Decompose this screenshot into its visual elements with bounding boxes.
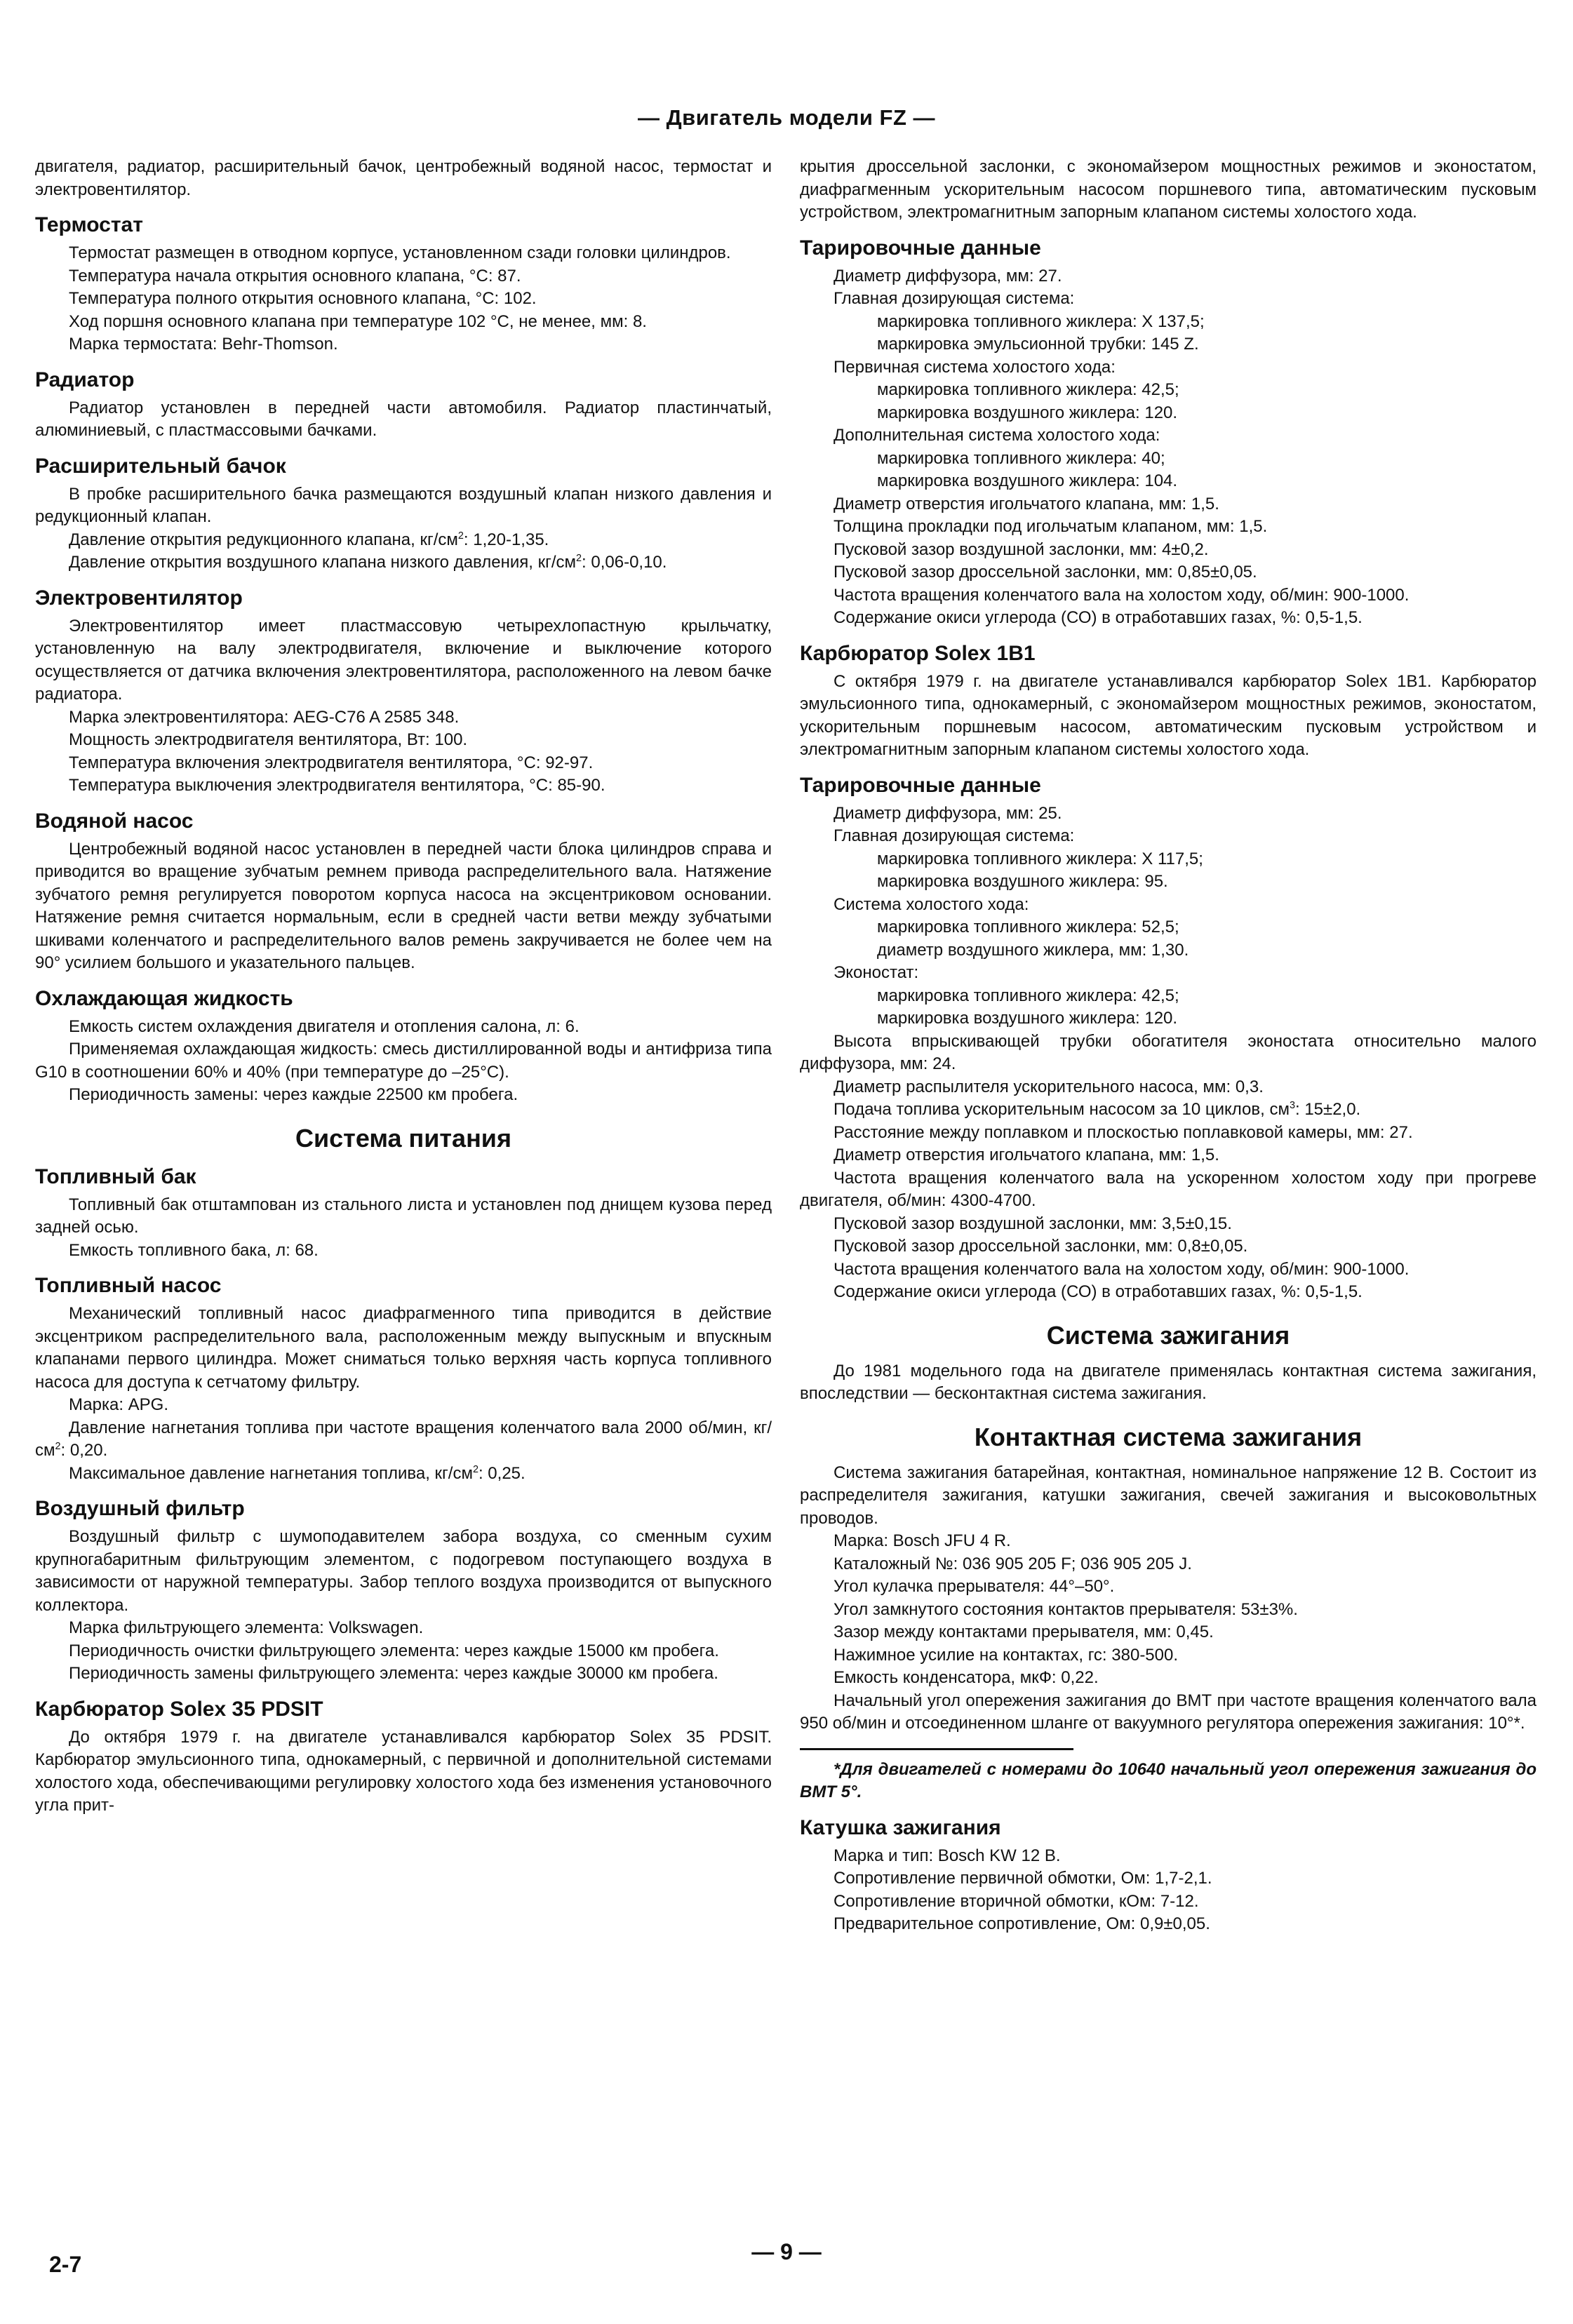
spec-line: Сопротивление первичной обмотки, Ом: 1,7-2,1. <box>834 1869 1212 1888</box>
paragraph: До октября 1979 г. на двигателе устанавливался карбюратор Solex 35 PDSIT. Карбюратор эмульсионного типа, однокамерный, с первичной и дополнительной системами холостого хода, обеспечивающими регулировку холостого хода без изменения установочного угла прит- <box>35 1727 772 1815</box>
section-heading-calibration-data: Тарировочные данные <box>800 236 1041 260</box>
spec-line: Содержание окиси углерода (СО) в отработавших газах, %: 0,5-1,5. <box>834 1282 1363 1301</box>
spec-line: Предварительное сопротивление, Ом: 0,9±0,05. <box>834 1914 1210 1933</box>
spec-line: Нажимное усилие на контактах, гс: 380-500. <box>834 1645 1179 1665</box>
spec-line: маркировка воздушного жиклера: 120. <box>877 403 1178 422</box>
section-heading-carburetor-35pdsit: Карбюратор Solex 35 PDSIT <box>35 1697 323 1721</box>
footnote-divider <box>800 1748 1073 1750</box>
paragraph: Система зажигания батарейная, контактная, номинальное напряжение 12 В. Состоит из распределителя зажигания, катушки зажигания, свечей зажигания и высоковольтных проводов. <box>800 1463 1537 1528</box>
paragraph: Топливный бак отштампован из стального листа и установлен под днищем кузова перед задней осью. <box>35 1195 772 1237</box>
spec-line: Марка: Bosch JFU 4 R. <box>834 1531 1011 1550</box>
spec-line: Давление нагнетания топлива при частоте вращения коленчатого вала 2000 об/мин, $кг/см^2$: 0,20. <box>35 1418 772 1460</box>
spec-line: Емкость топливного бака, л: 68. <box>69 1240 319 1260</box>
spec-line: Марка фильтрующего элемента: Volkswagen. <box>69 1618 424 1637</box>
section-heading-carburetor-1b1: Карбюратор Solex 1B1 <box>800 641 1036 665</box>
paragraph: Электровентилятор имеет пластмассовую четырехлопастную крыльчатку, установленную на валу электродвигателя, включение и выключение которого осуществляется от датчика включения электровентилятора, расположенного на левом бачке радиатора. <box>35 616 772 704</box>
footnote: *Для двигателей с номерами до 10640 начальный угол опережения зажигания до ВМТ 5°. <box>800 1759 1537 1801</box>
paragraph: С октября 1979 г. на двигателе устанавливался карбюратор Solex 1B1. Карбюратор эмульсионного типа, однокамерный, с экономайзером мощностных режимов, эконостатом, ускорительным поршневым насосом, автоматическим пусковым устройством и электромагнитным запорным клапаном системы холостого хода. <box>800 671 1537 759</box>
spec-line: Главная дозирующая система: <box>834 826 1075 845</box>
spec-line: Зазор между контактами прерывателя, мм: 0,45. <box>834 1623 1214 1641</box>
spec-line: маркировка воздушного жиклера: 95. <box>877 872 1168 891</box>
right-column <box>800 156 1537 1936</box>
spec-line: маркировка эмульсионной трубки: 145 Z. <box>877 335 1199 354</box>
spec-line: Температура включения электродвигателя вентилятора, °С: 92-97. <box>69 753 594 772</box>
chapter-heading-contact-ignition: Контактная система зажигания <box>974 1422 1363 1451</box>
spec-line: маркировка воздушного жиклера: 120. <box>877 1009 1178 1028</box>
spec-line: Давление открытия воздушного клапана низкого давления, $кг/см^2$: 0,06-0,10. <box>69 553 667 572</box>
spec-line: Угол замкнутого состояния контактов прерывателя: 53±3%. <box>834 1599 1298 1619</box>
spec-line: Марка: APG. <box>69 1395 169 1414</box>
spec-line: Расстояние между поплавком и плоскостью поплавковой камеры, мм: 27. <box>834 1122 1413 1142</box>
spec-line: Дополнительная система холостого хода: <box>834 426 1160 445</box>
section-heading-fuel-tank: Топливный бак <box>35 1164 196 1188</box>
section-heading-thermostat: Термостат <box>35 213 143 236</box>
chapter-heading-fuel-system: Система питания <box>295 1123 511 1153</box>
spec-line: Давление открытия редукционного клапана, $кг/см^2$: 1,20-1,35. <box>69 530 549 549</box>
spec-line: Температура полного открытия основного клапана, °С: 102. <box>69 289 537 308</box>
intro-paragraph: двигателя, радиатор, расширительный бачок, центробежный водяной насос, термостат и электровентилятор. <box>35 157 772 199</box>
spec-line: маркировка топливного жиклера: 52,5; <box>877 918 1179 936</box>
spec-line: Пусковой зазор дроссельной заслонки, мм: 0,8±0,05. <box>834 1237 1248 1256</box>
spec-line: маркировка топливного жиклера: X 117,5; <box>877 849 1203 868</box>
spec-line: Ход поршня основного клапана при температуре 102 °С, не менее, мм: 8. <box>69 311 647 331</box>
section-heading-water-pump: Водяной насос <box>35 809 194 833</box>
spec-line: Первичная система холостого хода: <box>834 357 1116 377</box>
section-heading-radiator: Радиатор <box>35 368 135 391</box>
spec-line: маркировка топливного жиклера: 42,5; <box>877 986 1179 1005</box>
section-heading-coolant: Охлаждающая жидкость <box>35 986 293 1010</box>
section-heading-electric-fan: Электровентилятор <box>35 586 243 610</box>
spec-line: Толщина прокладки под игольчатым клапаном, мм: 1,5. <box>834 517 1268 536</box>
paragraph: Применяемая охлаждающая жидкость: смесь дистиллированной воды и антифриза типа G10 в соотношении 60% и 40% (при температуре до –25°С). <box>35 1040 772 1082</box>
spec-line: Периодичность замены: через каждые 22500 км пробега. <box>69 1085 518 1104</box>
spec-line: Мощность электродвигателя вентилятора, Вт: 100. <box>69 730 468 749</box>
spec-line: маркировка топливного жиклера: X 137,5; <box>877 311 1205 331</box>
spec-line: маркировка топливного жиклера: 40; <box>877 448 1165 468</box>
spec-line: Температура выключения электродвигателя вентилятора, °С: 85-90. <box>69 776 605 795</box>
spec-line: Марка и тип: Bosch KW 12 B. <box>834 1846 1061 1865</box>
paragraph: Воздушный фильтр с шумоподавителем забора воздуха, со сменным сухим крупногабаритным фильтрующим элементом, с подогревом поступающего воздуха в зависимости от наружной температуры. Забор теплого воздуха производится от выпускного коллектора. <box>35 1527 772 1615</box>
intro-paragraph: крытия дроссельной заслонки, с экономайзером мощностных режимов и эконостатом, диафрагменным ускорительным насосом поршневого типа, автоматическим пусковым устройством, электромагнитным запорным клапаном системы холостого хода. <box>800 157 1537 222</box>
spec-line: маркировка воздушного жиклера: 104. <box>877 471 1178 490</box>
spec-line: Диаметр диффузора, мм: 25. <box>834 803 1062 823</box>
spec-line: Высота впрыскивающей трубки обогатителя эконостата относительно малого диффузора, мм: 24. <box>800 1031 1537 1073</box>
spec-line: Начальный угол опережения зажигания до ВМТ при частоте вращения коленчатого вала 950 об/мин и отсоединенном шланге от вакуумного регулятора опережения зажигания: 10°*. <box>800 1691 1537 1733</box>
spec-line: Пусковой зазор воздушной заслонки, мм: 4±0,2. <box>834 539 1209 559</box>
chapter-heading-ignition-system: Система зажигания <box>1046 1320 1290 1350</box>
spec-line: Периодичность замены фильтрующего элемента: через каждые 30000 км пробега. <box>69 1664 718 1683</box>
spec-line: Емкость систем охлаждения двигателя и отопления салона, л: 6. <box>69 1016 580 1036</box>
spec-line: Частота вращения коленчатого вала на ускоренном холостом ходу при прогреве двигателя, об/мин: 4300-4700. <box>800 1168 1537 1210</box>
page-header: — Двигатель модели FZ — <box>637 105 936 130</box>
page-number: — 9 — <box>751 2239 822 2264</box>
spec-line: Температура начала открытия основного клапана, °С: 87. <box>69 266 521 286</box>
section-heading-calibration-data: Тарировочные данные <box>800 773 1041 797</box>
paragraph: Механический топливный насос диафрагменного типа приводится в действие эксцентриком распределительного вала, расположенным между выпускным и впускным клапанами первого цилиндра. Может сниматься только верхняя часть корпуса топливного насоса для доступа к сетчатому фильтру. <box>35 1304 772 1392</box>
spec-line: Периодичность очистки фильтрующего элемента: через каждые 15000 км пробега. <box>69 1641 719 1660</box>
spec-line: Содержание окиси углерода (СО) в отработавших газах, %: 0,5-1,5. <box>834 608 1363 627</box>
paragraph: В пробке расширительного бачка размещаются воздушный клапан низкого давления и редукционный клапан. <box>35 484 772 526</box>
paragraph: Термостат размещен в отводном корпусе, установленном сзади головки цилиндров. <box>69 243 731 262</box>
paragraph: Центробежный водяной насос установлен в передней части блока цилиндров справа и приводится во вращение зубчатым ремнем привода распределительного вала. Натяжение зубчатого ремня регулируется поворотом корпуса насоса на эксцентриковом основании. Натяжение ремня считается нормальным, если в средней части ветви между зубчатыми шкивами коленчатого и распределительного валов ремень закручивается не более чем на 90° усилием большого и указательного пальцев. <box>35 839 772 972</box>
spec-line: Емкость конденсатора, мкФ: 0,22. <box>834 1668 1099 1687</box>
spec-line: Диаметр распылителя ускорительного насоса, мм: 0,3. <box>834 1077 1264 1096</box>
spec-line: Марка электровентилятора: AEG-C76 A 2585 348. <box>69 707 460 727</box>
spec-line: Подача топлива ускорительным насосом за 10 циклов, $см^3$: 15±2,0. <box>834 1100 1361 1119</box>
spec-line: Пусковой зазор дроссельной заслонки, мм: 0,85±0,05. <box>834 563 1257 582</box>
spec-line: Каталожный №: 036 905 205 F; 036 905 205 J. <box>834 1554 1192 1573</box>
spec-line: Максимальное давление нагнетания топлива, $кг/см^2$: 0,25. <box>69 1463 526 1483</box>
spec-line: Частота вращения коленчатого вала на холостом ходу, об/мин: 900-1000. <box>834 585 1410 605</box>
section-heading-ignition-coil: Катушка зажигания <box>800 1815 1001 1839</box>
section-heading-air-filter: Воздушный фильтр <box>35 1497 245 1520</box>
spec-line: Угол кулачка прерывателя: 44°–50°. <box>834 1577 1115 1596</box>
spec-line: Диаметр диффузора, мм: 27. <box>834 266 1062 286</box>
spec-line: Сопротивление вторичной обмотки, кОм: 7-12. <box>834 1891 1199 1911</box>
spec-line: Пусковой зазор воздушной заслонки, мм: 3,5±0,15. <box>834 1214 1232 1233</box>
spec-line: Марка термостата: Behr-Thomson. <box>69 335 338 354</box>
spec-line: Главная дозирующая система: <box>834 289 1075 308</box>
spec-line: диаметр воздушного жиклера, мм: 1,30. <box>877 940 1189 960</box>
left-column <box>35 156 772 1818</box>
section-heading-expansion-tank: Расширительный бачок <box>35 454 286 478</box>
spec-line: Диаметр отверстия игольчатого клапана, мм: 1,5. <box>834 494 1219 513</box>
spec-line: Частота вращения коленчатого вала на холостом ходу, об/мин: 900-1000. <box>834 1259 1410 1279</box>
spec-line: маркировка топливного жиклера: 42,5; <box>877 380 1179 399</box>
spec-line: Система холостого хода: <box>834 894 1029 914</box>
spec-line: Эконостат: <box>834 963 919 982</box>
paragraph: До 1981 модельного года на двигателе применялась контактная система зажигания, впоследствии — бесконтактная система зажигания. <box>800 1361 1537 1403</box>
section-heading-fuel-pump: Топливный насос <box>35 1274 222 1297</box>
paragraph: Радиатор установлен в передней части автомобиля. Радиатор пластинчатый, алюминиевый, с пластмассовыми бачками. <box>35 398 772 440</box>
spec-line: Диаметр отверстия игольчатого клапана, мм: 1,5. <box>834 1146 1219 1164</box>
section-code: 2-7 <box>49 2252 82 2277</box>
